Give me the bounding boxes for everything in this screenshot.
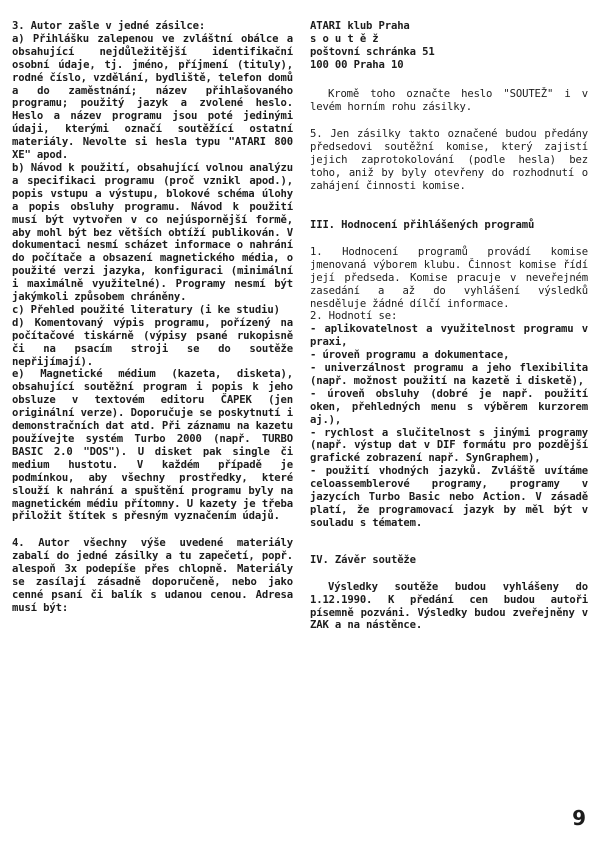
item-5-paragraph: 5. Jen zásilky takto označené budou předány předsedovi soutěžní komise, který zajistí jejich zaprotokolování (podle hesla) bez toho, aniž by byly otevřeny do rozhodnutí o zahájení činnosti komise. (310, 128, 588, 193)
section-3-title: III. Hodnocení přihlášených programů (310, 218, 535, 231)
address-line-club: ATARI klub Praha (310, 20, 410, 32)
criterion-2: - úroveň programu a dokumentace, (310, 349, 510, 362)
evaluation-item-2-intro: 2. Hodnotí se: (310, 310, 398, 323)
item-4-paragraph: 4. Autor všechny výše uvedené materiály zabalí do jedné zásilky a tu zapečetí, popř. alespoň 3x podepíše přes chlopně. Materiály se zasílají zásadně doporučeně, nebo jako cenné psaní či balík s udanou cenou. Adresa musí být: (12, 537, 293, 614)
item-e-paragraph: e) Magnetické médium (kazeta, disketa), obsahující soutěžní program i popis k jeho obsluze v textovém editoru ČAPEK (jen originální verze). Doporučuje se poskytnutí i demonstračních dat atd. Při záznamu na kazetu používejte systém Turbo 2000 (např. TURBO BASIC 2.0 "DOS"). U disket pak single či medium hustotu. V každém případě je podmínkou, aby všechny prostředky, které slouží k nahrání a spuštění programu byly na magnetickém médiu přítomny. U kazety je třeba přiložit štítek s přesným vyznačením údajů. (12, 368, 293, 523)
item-a-paragraph: a) Přihlášku zalepenou ve zvláštní obálce a obsahující nejdůležitější identifikační osobní údaje, tj. jméno, příjmení (tituly), rodné číslo, vzdělání, bydliště, telefon domů a do zaměstnání; název přihlašovaného programu; použitý jazyk a zvolené heslo. Heslo a název programu jsou poté jedinými údaji, kterými označí soutěžící ostatní materiály. Nevolte si hesla typu "ATARI 800 XE" apod. (12, 32, 293, 162)
address-block (310, 20, 588, 72)
criterion-6: - použití vhodných jazyků. Zvláště uvítáme celoassemblerové programy, programy v jazycích Turbo Basic nebo Action. V zásadě platí, že programovací jazyk by měl být v souladu s tématem. (310, 465, 588, 529)
criterion-5: - rychlost a slučitelnost s jinými programy (např. výstup dat v DIF formátu pro pozdější grafické zobrazení např. SynGraphem), (310, 426, 588, 465)
item-b-paragraph: b) Návod k použití, obsahující volnou analýzu a specifikaci programu (proč vznikl apod.), popis vstupu a výstupu, blokové schéma úlohy a popis obsluhy programu. Návod k použití musí být vytvořen v co nejúspornější formě, aby mohl být bez větších obtíží publikován. V dokumentaci nesmí scházet informace o nahrání do počítače a obsazení magnetického média, o použité verzi jazyka, konfiguraci (minimální i maximálně využitelné). Programy nesmí být jakýmkoli způsobem chráněny. (12, 161, 293, 304)
criterion-4: - úroveň obsluhy (dobré je např. použití oken, přehledných menu s výběrem kurzorem aj.), (310, 387, 588, 426)
closing-paragraph: Výsledky soutěže budou vyhlášeny do 1.12.1990. K předání cen budou autoři písemně pozváni. Výsledky budou zveřejněny v ZAK a na nástěnce. (310, 580, 588, 632)
evaluation-item-1: 1. Hodnocení programů provádí komise jmenovaná výborem klubu. Činnost komise řídí její předseda. Komise pracuje v neveřejném zasedání a až do vyhlášení výsledků nesděluje žádné dílčí informace. (310, 245, 588, 310)
right-column (310, 20, 588, 632)
left-column (12, 20, 293, 615)
address-line-contest: s o u t ě ž (310, 32, 379, 45)
section-item-3-heading: 3. Autor zašle v jedné zásilce: (12, 20, 206, 32)
page-number: 9 (572, 806, 586, 830)
address-line-city: 100 00 Praha 10 (310, 58, 404, 71)
address-line-pobox: poštovní schránka 51 (310, 45, 435, 58)
mark-note-paragraph: Kromě toho označte heslo "SOUTEŽ" i v levém horním rohu zásilky. (310, 87, 588, 113)
item-c-paragraph: c) Přehled použité literatury (i ke studiu) (12, 303, 280, 316)
criterion-3: - univerzálnost programu a jeho flexibilita (např. možnost použití na kazetě i disketě), (310, 362, 588, 387)
section-4-title: IV. Závěr soutěže (310, 553, 416, 566)
criterion-1: - aplikovatelnost a využitelnost programu v praxi, (310, 323, 588, 349)
item-d-paragraph: d) Komentovaný výpis programu, pořízený na počítačové tiskárně (výpisy psané rukopisně či na psacím stroji se do soutěže nepřijímají). (12, 316, 293, 368)
